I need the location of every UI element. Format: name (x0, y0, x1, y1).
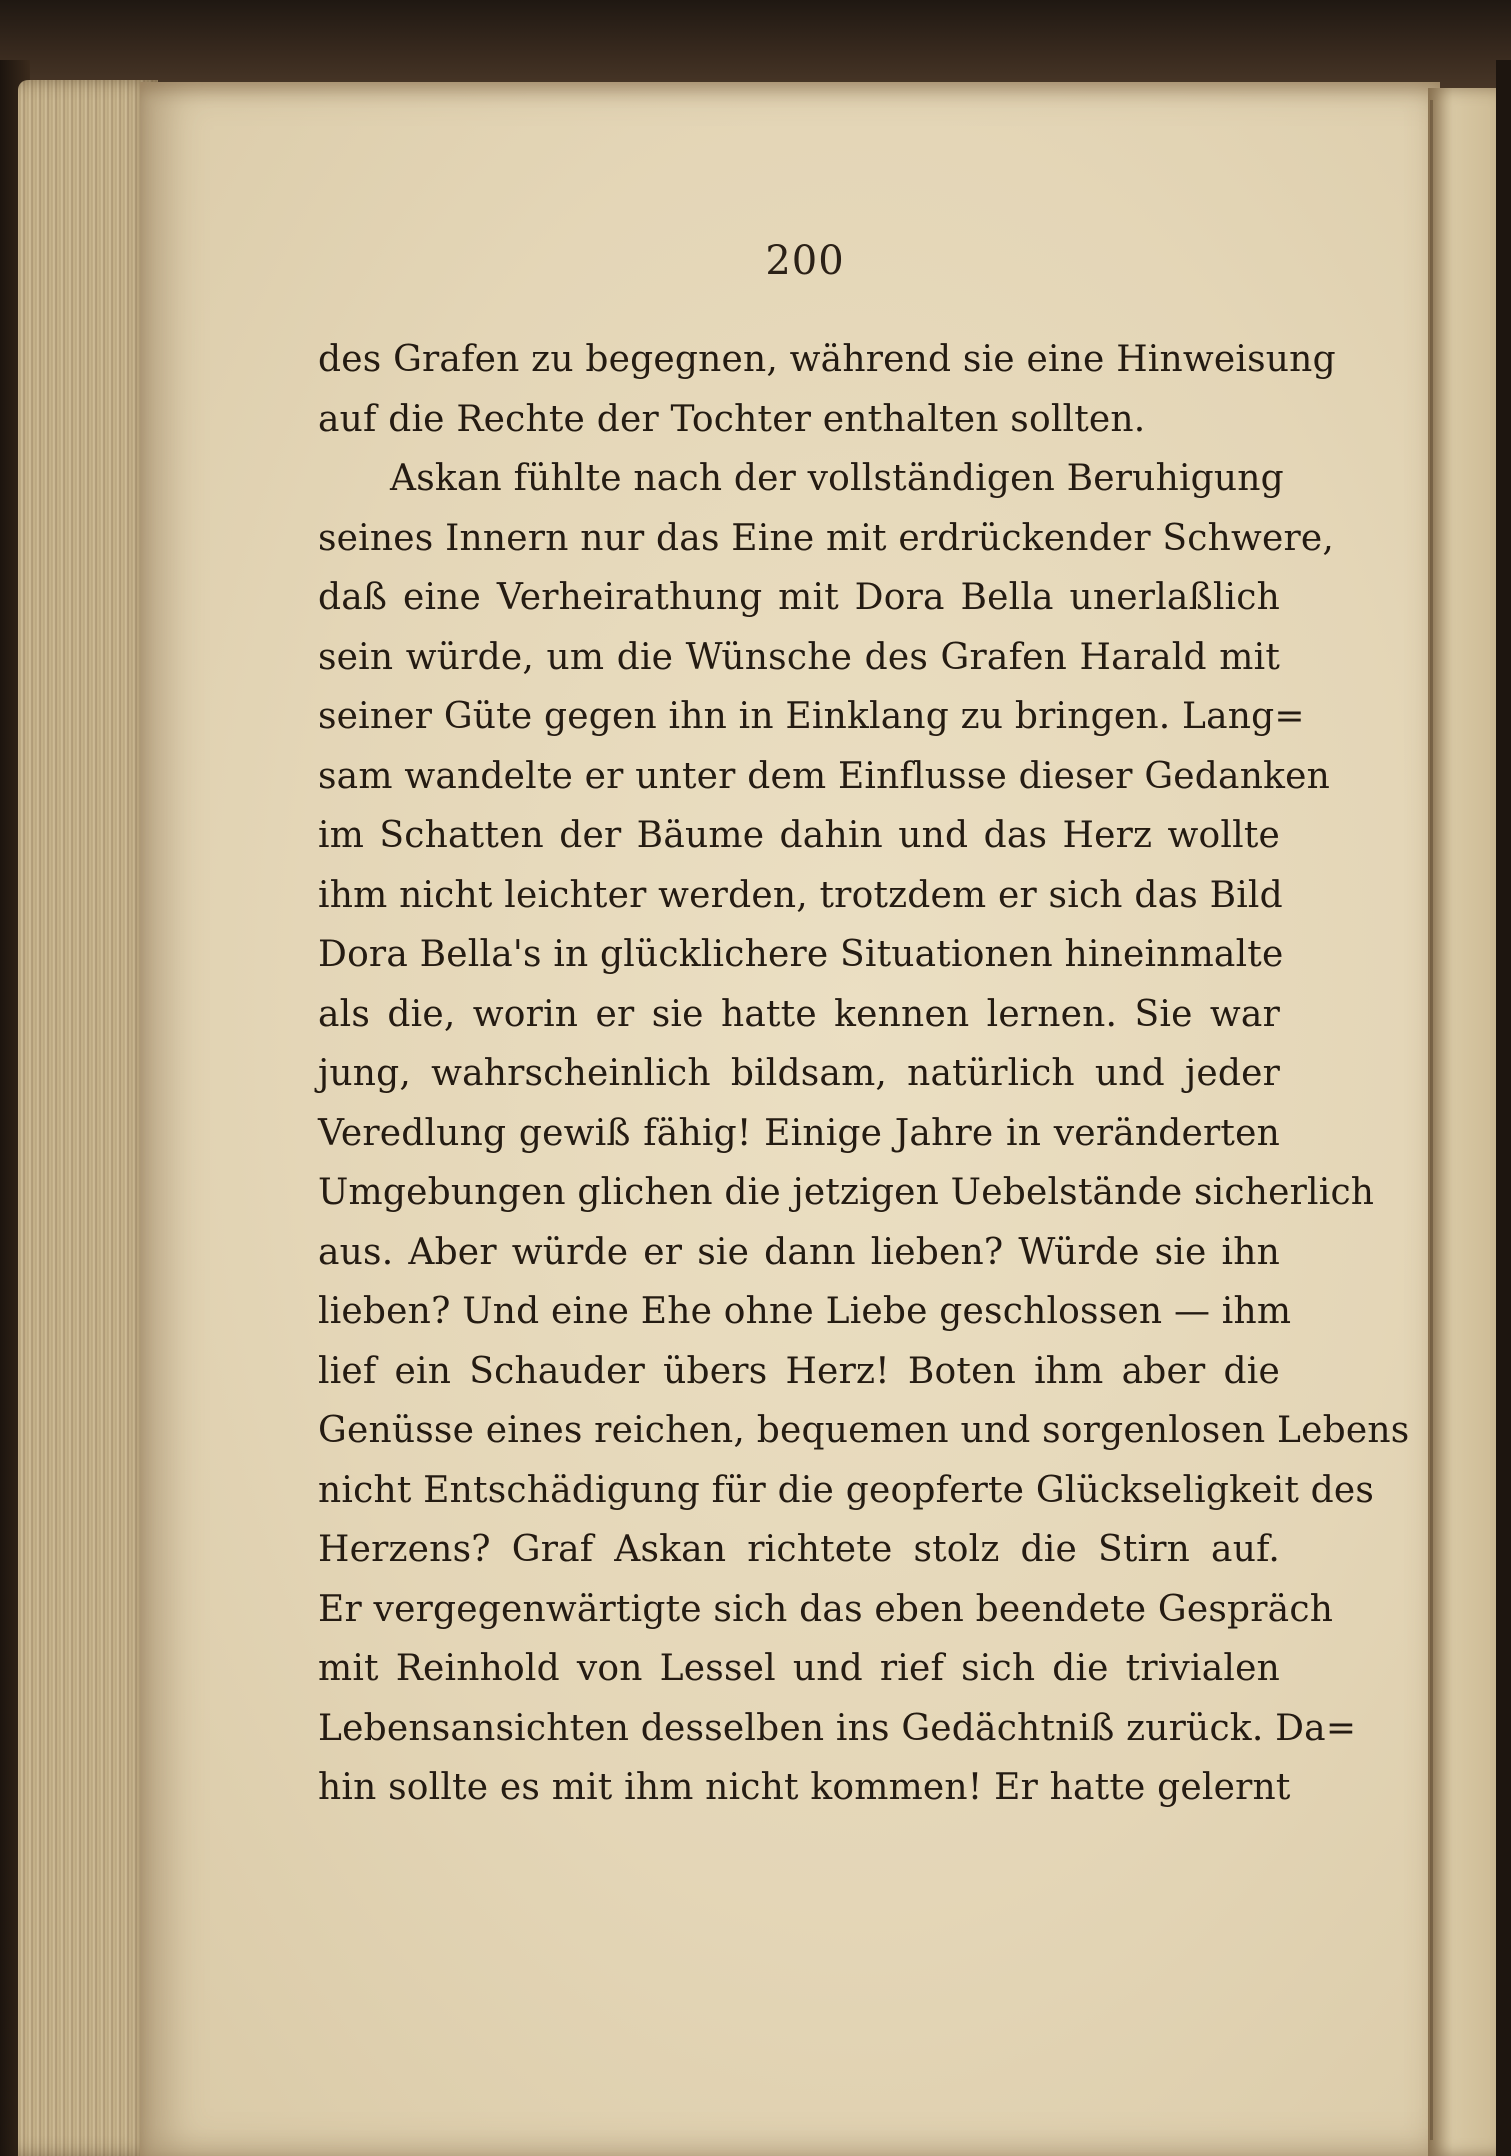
text-line: lief ein Schauder übers Herz! Boten ihm aber die (318, 1350, 1280, 1392)
text-line: seines Innern nur das Eine mit erdrückender Schwere, (318, 517, 1335, 559)
text-line: mit Reinhold von Lessel und rief sich die trivialen (318, 1648, 1280, 1689)
text-line: Er vergegenwärtigte sich das eben beendete Gespräch (318, 1588, 1334, 1630)
page-edges-stack (18, 80, 158, 2156)
text-line: ihm nicht leichter werden, trotzdem er sich das Bild (318, 874, 1283, 916)
gutter-line (1430, 100, 1433, 2140)
text-line: auf die Rechte der Tochter enthalten sollten. (318, 398, 1146, 440)
text-line: seiner Güte gegen ihn in Einklang zu bringen. Lang= (318, 696, 1305, 737)
text-line: hin sollte es mit ihm nicht kommen! Er hatte gelernt (318, 1767, 1291, 1808)
facing-page-edge (1428, 88, 1498, 2156)
text-line: daß eine Verheirathung mit Dora Bella unerlaßlich (318, 577, 1280, 618)
text-line: als die, worin er sie hatte kennen lernen. Sie war (318, 993, 1280, 1035)
page-number: 200 (765, 238, 845, 284)
text-line: sein würde, um die Wünsche des Grafen Harald mit (318, 636, 1280, 678)
text-line: des Grafen zu begegnen, während sie eine Hinweisung (318, 339, 1336, 380)
text-line: Genüsse eines reichen, bequemen und sorgenlosen Lebens (318, 1410, 1410, 1451)
text-line: Lebensansichten desselben ins Gedächtniß zurück. Da= (318, 1707, 1357, 1749)
text-line: Dora Bella's in glücklichere Situationen hineinmalte (318, 934, 1284, 975)
text-line: Askan fühlte nach der vollständigen Beruhigung (390, 458, 1284, 499)
text-line: Umgebungen glichen die jetzigen Uebelstände sicherlich (318, 1172, 1375, 1213)
text-line: Veredlung gewiß fähig! Einige Jahre in veränderten (318, 1112, 1280, 1154)
text-line: aus. Aber würde er sie dann lieben? Würde sie ihn (318, 1231, 1280, 1273)
text-line: lieben? Und eine Ehe ohne Liebe geschlossen — ihm (318, 1291, 1292, 1332)
text-line: Herzens? Graf Askan richtete stolz die Stirn auf. (318, 1529, 1280, 1570)
page-text (318, 330, 1410, 1818)
text-line: jung, wahrscheinlich bildsam, natürlich und jeder (318, 1053, 1280, 1094)
text-line: nicht Entschädigung für die geopferte Glückseligkeit des (318, 1469, 1375, 1511)
text-line: sam wandelte er unter dem Einflusse dieser Gedanken (318, 755, 1330, 797)
book-cover-top (0, 0, 1511, 95)
text-line: im Schatten der Bäume dahin und das Herz wollte (318, 815, 1280, 856)
book-cover-right (1496, 60, 1511, 2156)
